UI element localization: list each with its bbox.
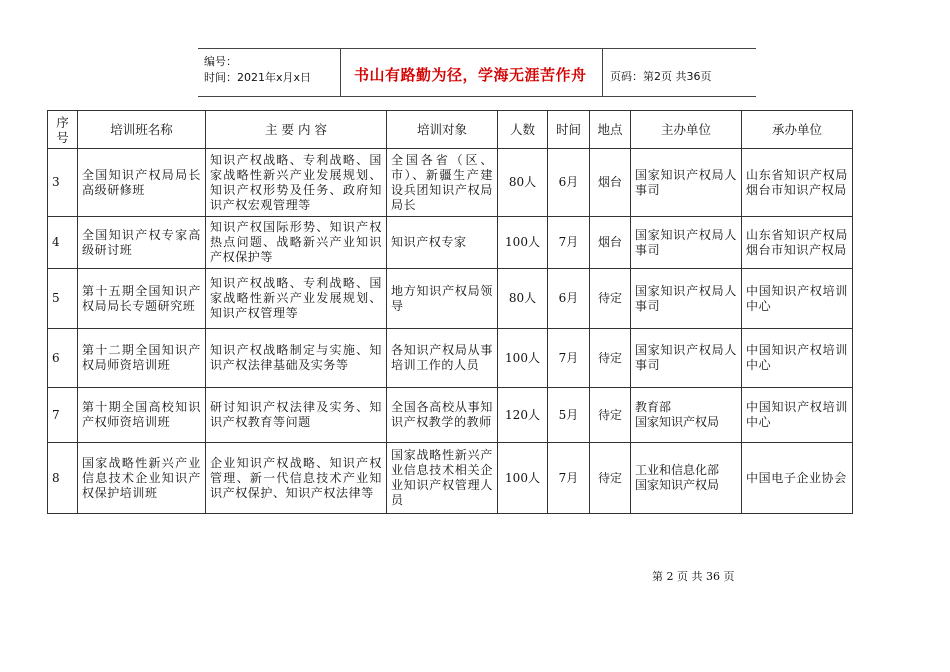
cell-host: 教育部 国家知识产权局	[631, 388, 742, 443]
col-header: 主办单位	[631, 111, 742, 149]
col-header: 培训班名称	[78, 111, 206, 149]
cell-organizer: 中国知识产权培训中心	[742, 329, 853, 388]
cell-place: 烟台	[590, 217, 631, 269]
cell-target: 知识产权专家	[387, 217, 498, 269]
cell-target: 各知识产权局从事培训工作的人员	[387, 329, 498, 388]
cell-name: 全国知识产权专家高级研讨班	[78, 217, 206, 269]
cell-time: 6月	[548, 149, 590, 217]
cell-target: 国家战略性新兴产业信息技术相关企业知识产权管理人员	[387, 443, 498, 514]
cell-place: 待定	[590, 388, 631, 443]
cell-target: 地方知识产权局领导	[387, 269, 498, 329]
table-row	[48, 443, 853, 514]
cell-host: 国家知识产权局人事司	[631, 329, 742, 388]
cell-time: 6月	[548, 269, 590, 329]
cell-host: 国家知识产权局人事司	[631, 269, 742, 329]
cell-content: 知识产权战略、专利战略、国家战略性新兴产业发展规划、知识产权形势及任务、政府知识产权宏观管理等	[206, 149, 387, 217]
cell-place: 待定	[590, 443, 631, 514]
cell-host: 国家知识产权局人事司	[631, 217, 742, 269]
col-header: 地点	[590, 111, 631, 149]
cell-name: 国家战略性新兴产业信息技术企业知识产权保护培训班	[78, 443, 206, 514]
table-row	[48, 388, 853, 443]
serial-label: 编号：	[204, 55, 237, 68]
cell-organizer: 山东省知识产权局烟台市知识产权局	[742, 149, 853, 217]
cell-organizer: 中国知识产权培训中心	[742, 269, 853, 329]
training-table	[47, 110, 853, 514]
col-header: 承办单位	[742, 111, 853, 149]
cell-host: 国家知识产权局人事司	[631, 149, 742, 217]
col-header: 培训对象	[387, 111, 498, 149]
cell-place: 烟台	[590, 149, 631, 217]
cell-place: 待定	[590, 269, 631, 329]
cell-count: 100人	[498, 329, 548, 388]
cell-content: 知识产权国际形势、知识产权热点问题、战略新兴产业知识产权保护等	[206, 217, 387, 269]
cell-no: 5	[48, 269, 78, 329]
cell-no: 8	[48, 443, 78, 514]
document-header	[198, 48, 756, 97]
header-divider-left	[340, 49, 341, 96]
col-header: 主 要 内 容	[206, 111, 387, 149]
cell-host: 工业和信息化部 国家知识产权局	[631, 443, 742, 514]
cell-organizer: 山东省知识产权局烟台市知识产权局	[742, 217, 853, 269]
cell-time: 7月	[548, 329, 590, 388]
cell-count: 100人	[498, 443, 548, 514]
motto: 书山有路勤为径，学海无涯苦作舟	[354, 66, 587, 84]
cell-target: 全国各高校从事知识产权教学的教师	[387, 388, 498, 443]
cell-content: 知识产权战略、专利战略、国家战略性新兴产业发展规划、知识产权管理等	[206, 269, 387, 329]
cell-no: 6	[48, 329, 78, 388]
cell-name: 第十五期全国知识产权局局长专题研究班	[78, 269, 206, 329]
cell-organizer: 中国知识产权培训中心	[742, 388, 853, 443]
header-divider-right	[602, 49, 603, 96]
page-label: 页码：第2页 共36页	[610, 70, 712, 83]
cell-name: 第十期全国高校知识产权师资培训班	[78, 388, 206, 443]
cell-content: 研讨知识产权法律及实务、知识产权教育等问题	[206, 388, 387, 443]
page-footer: 第 2 页 共 36 页	[652, 570, 735, 583]
cell-organizer: 中国电子企业协会	[742, 443, 853, 514]
cell-content: 企业知识产权战略、知识产权管理、新一代信息技术产业知识产权保护、知识产权法律等	[206, 443, 387, 514]
table-header-row	[48, 111, 853, 149]
cell-name: 全国知识产权局局长高级研修班	[78, 149, 206, 217]
cell-place: 待定	[590, 329, 631, 388]
cell-count: 80人	[498, 149, 548, 217]
table-row	[48, 269, 853, 329]
time-label: 时间：2021年x月x日	[204, 71, 312, 84]
cell-no: 4	[48, 217, 78, 269]
cell-time: 7月	[548, 217, 590, 269]
cell-name: 第十二期全国知识产权局师资培训班	[78, 329, 206, 388]
cell-content: 知识产权战略制定与实施、知识产权法律基础及实务等	[206, 329, 387, 388]
table-row	[48, 217, 853, 269]
cell-time: 5月	[548, 388, 590, 443]
cell-count: 80人	[498, 269, 548, 329]
col-header: 序号	[48, 111, 78, 149]
cell-no: 7	[48, 388, 78, 443]
table-row	[48, 329, 853, 388]
table-row	[48, 149, 853, 217]
cell-count: 120人	[498, 388, 548, 443]
cell-target: 全国各省（区、市）、新疆生产建设兵团知识产权局局长	[387, 149, 498, 217]
col-header: 时间	[548, 111, 590, 149]
cell-time: 7月	[548, 443, 590, 514]
cell-no: 3	[48, 149, 78, 217]
col-header: 人数	[498, 111, 548, 149]
cell-count: 100人	[498, 217, 548, 269]
